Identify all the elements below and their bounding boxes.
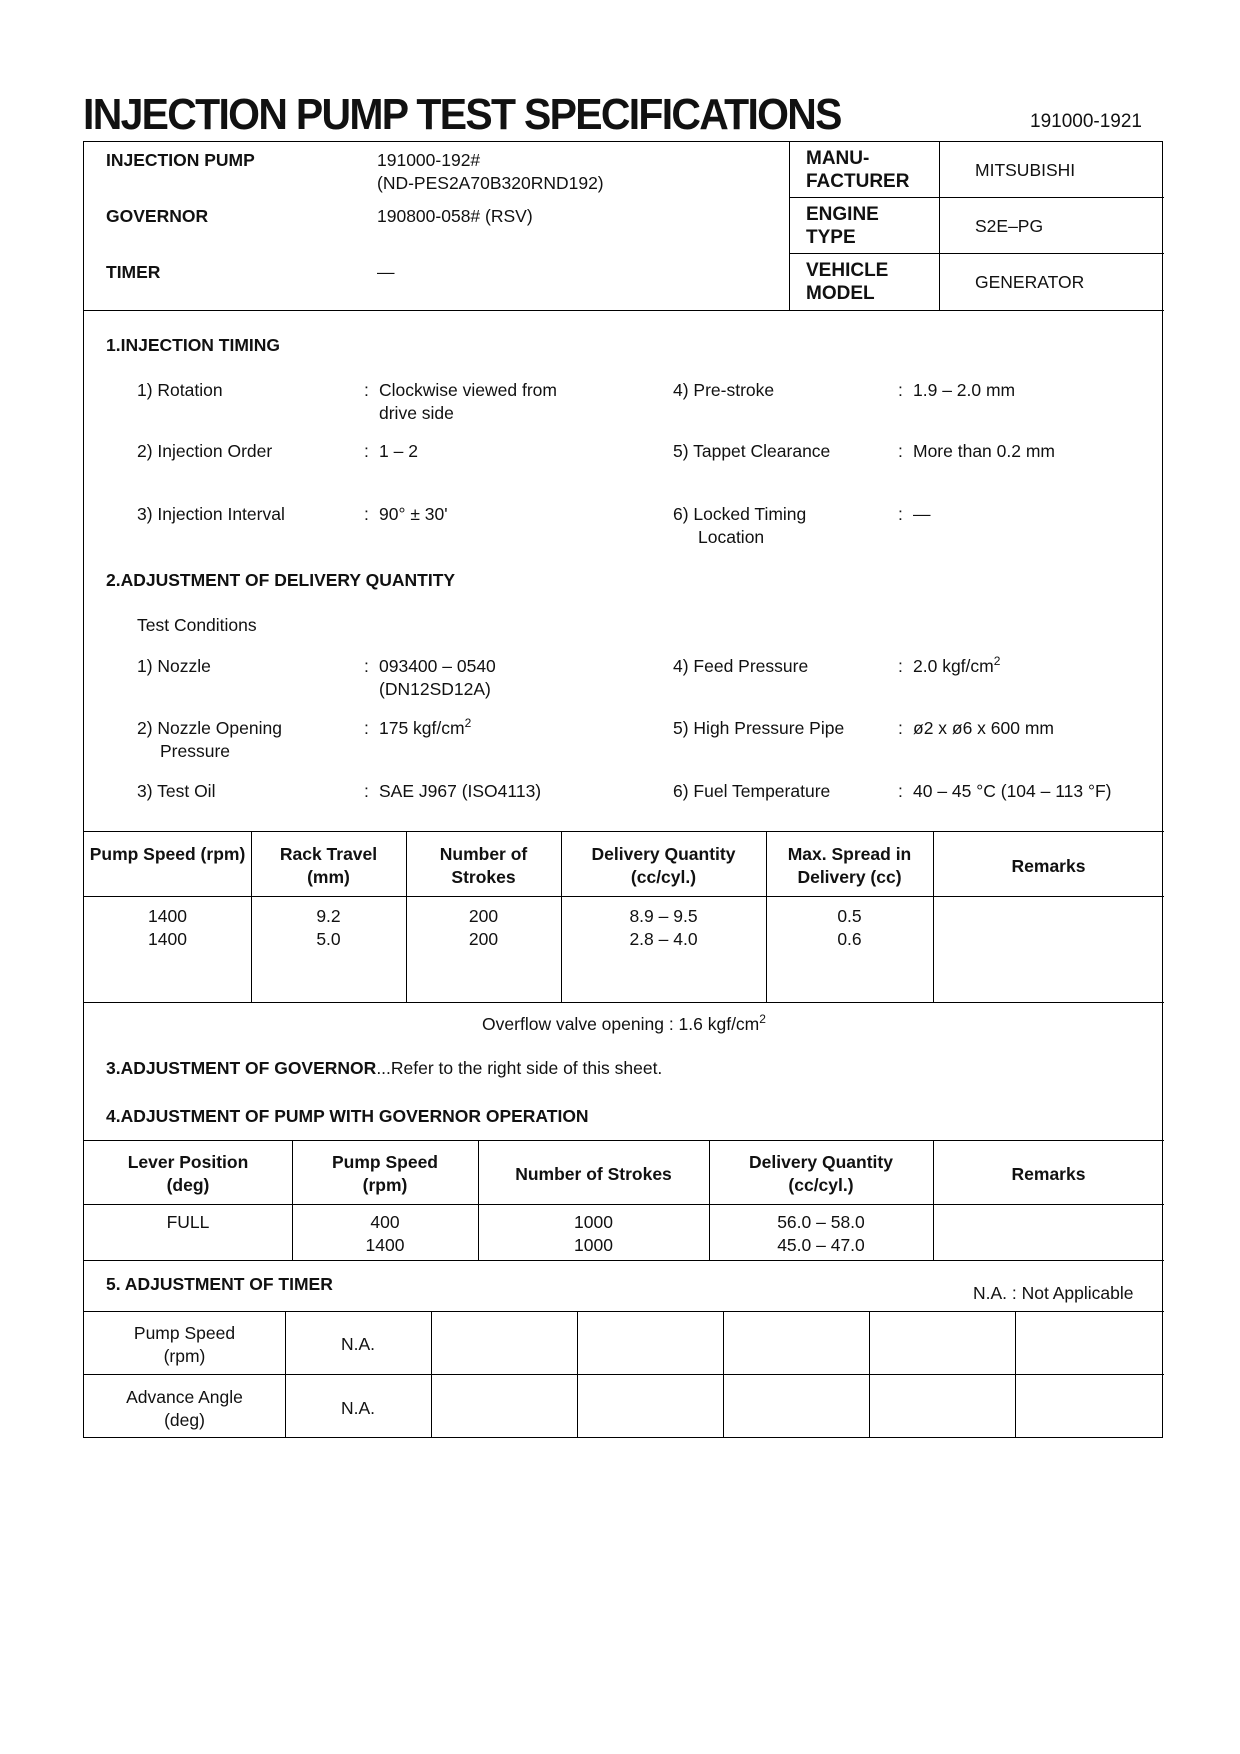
divider [84, 310, 1164, 311]
divider [84, 1374, 1164, 1375]
injection-pump-value: 191000-192# [377, 150, 481, 170]
colon: : [898, 656, 903, 676]
nozzle-value: 093400 – 0540 [379, 656, 496, 676]
divider [84, 1311, 1164, 1312]
divider [431, 1311, 432, 1437]
test-oil-value: SAE J967 (ISO4113) [379, 781, 542, 801]
column-header: Strokes [451, 867, 516, 887]
advance-angle-value: N.A. [340, 1398, 376, 1418]
colon: : [364, 656, 369, 676]
overflow-valve-note: Overflow valve opening : 1.6 kgf/$cm^2$ [482, 1012, 766, 1034]
nozzle-opening-pressure-label: Pressure [160, 741, 231, 761]
engine-type-label: TYPE [806, 227, 856, 248]
locked-timing-label: 6) Locked Timing [673, 504, 807, 524]
colon: : [364, 718, 369, 738]
strokes-cell: 1000 [574, 1235, 613, 1255]
colon: : [898, 380, 903, 400]
governor-adjustment-note: 3.ADJUSTMENT OF GOVERNOR...Refer to the right side of this sheet. [106, 1058, 663, 1078]
divider [84, 1260, 1164, 1261]
governor-label: GOVERNOR [106, 206, 209, 226]
advance-angle-label: (deg) [164, 1410, 205, 1430]
section-heading: 2.ADJUSTMENT OF DELIVERY QUANTITY [106, 570, 456, 590]
timer-pump-speed-value: N.A. [340, 1334, 376, 1354]
nozzle-opening-pressure-value: 175 kgf/$cm^2$ [379, 716, 472, 738]
manufacturer-label: FACTURER [806, 171, 910, 192]
pump-speed-cell: 1400 [148, 929, 187, 949]
column-header: Number of [439, 844, 528, 864]
engine-type-value: S2E–PG [975, 216, 1044, 236]
locked-timing-label: Location [698, 527, 765, 547]
max-spread-cell: 0.5 [837, 906, 862, 926]
colon: : [898, 441, 903, 461]
rotation-label: 1) Rotation [137, 380, 223, 400]
timer-label: TIMER [106, 262, 161, 282]
injection-interval-label: 3) Injection Interval [137, 504, 285, 524]
section-heading: 3.ADJUSTMENT OF GOVERNOR [106, 1058, 377, 1078]
pump-speed-cell: 400 [370, 1212, 400, 1232]
colon: : [364, 781, 369, 801]
injection-pump-label: INJECTION PUMP [106, 150, 255, 170]
page-title: INJECTION PUMP TEST SPECIFICATIONS [83, 90, 841, 139]
not-applicable-note: N.A. : Not Applicable [973, 1283, 1134, 1303]
vehicle-model-label: VEHICLE [806, 260, 889, 281]
column-header: Number of Strokes [515, 1164, 672, 1184]
column-header: Lever Position [127, 1152, 249, 1172]
feed-pressure-value: 2.0 kgf/$cm^2$ [913, 654, 1001, 676]
high-pressure-pipe-label: 5) High Pressure Pipe [673, 718, 845, 738]
section-heading: 1.INJECTION TIMING [106, 335, 281, 355]
spec-sheet-frame [83, 141, 1163, 1438]
column-header: Pump Speed (rpm) [89, 844, 246, 864]
vehicle-model-label: MODEL [806, 283, 875, 304]
pre-stroke-label: 4) Pre-stroke [673, 380, 775, 400]
injection-order-label: 2) Injection Order [137, 441, 273, 461]
column-header: Remarks [1011, 1164, 1086, 1184]
rotation-value: Clockwise viewed from [379, 380, 557, 400]
column-header: (rpm) [362, 1175, 408, 1195]
timer-pump-speed-label: (rpm) [163, 1346, 206, 1366]
pre-stroke-value: 1.9 – 2.0 mm [913, 380, 1016, 400]
divider [789, 253, 1164, 254]
column-header: Delivery Quantity [591, 844, 736, 864]
colon: : [898, 504, 903, 524]
rotation-value: drive side [379, 403, 454, 423]
delivery-quantity-cell: 2.8 – 4.0 [629, 929, 698, 949]
feed-pressure-label: 4) Feed Pressure [673, 656, 809, 676]
lever-position-cell: FULL [166, 1212, 210, 1232]
divider [84, 1002, 1164, 1003]
fuel-temperature-value: 40 – 45 °C (104 – 113 °F) [913, 781, 1112, 801]
divider [84, 1140, 1164, 1141]
governor-value: 190800-058# (RSV) [377, 206, 533, 226]
divider [789, 142, 790, 310]
column-header: Max. Spread in [787, 844, 912, 864]
column-header: Rack Travel [279, 844, 378, 864]
section-heading: 5. ADJUSTMENT OF TIMER [106, 1274, 333, 1294]
pump-speed-cell: 1400 [148, 906, 187, 926]
strokes-cell: 200 [468, 929, 499, 949]
strokes-cell: 200 [468, 906, 499, 926]
colon: : [898, 781, 903, 801]
delivery-quantity-cell: 8.9 – 9.5 [629, 906, 698, 926]
injection-pump-model: (ND-PES2A70B320RND192) [377, 173, 604, 193]
divider [1015, 1311, 1016, 1437]
pump-speed-cell: 1400 [365, 1235, 405, 1255]
column-header: Pump Speed [332, 1152, 438, 1172]
divider [933, 1140, 934, 1260]
divider [869, 1311, 870, 1437]
manufacturer-value: MITSUBISHI [975, 160, 1076, 180]
colon: : [364, 380, 369, 400]
divider [84, 831, 1164, 832]
colon: : [364, 441, 369, 461]
rack-travel-cell: 9.2 [316, 906, 341, 926]
column-header: Delivery Quantity [749, 1152, 893, 1172]
advance-angle-label: Advance Angle [126, 1387, 243, 1407]
column-header: (deg) [166, 1175, 210, 1195]
engine-type-label: ENGINE [806, 204, 879, 225]
divider [84, 896, 1164, 897]
column-header: Remarks [1011, 856, 1086, 876]
fuel-temperature-label: 6) Fuel Temperature [673, 781, 831, 801]
timer-value: — [377, 262, 395, 282]
rack-travel-cell: 5.0 [316, 929, 341, 949]
column-header: Delivery (cc) [797, 867, 902, 887]
high-pressure-pipe-value: ø2 x ø6 x 600 mm [913, 718, 1055, 738]
column-header: (mm) [307, 867, 350, 887]
divider [577, 1311, 578, 1437]
section-heading: 4.ADJUSTMENT OF PUMP WITH GOVERNOR OPERATION [106, 1106, 589, 1126]
tappet-clearance-value: More than 0.2 mm [913, 441, 1055, 461]
injection-order-value: 1 – 2 [379, 441, 418, 461]
column-header: (cc/cyl.) [788, 1175, 854, 1195]
vehicle-model-value: GENERATOR [975, 272, 1085, 292]
timer-pump-speed-label: Pump Speed [133, 1323, 236, 1343]
nozzle-label: 1) Nozzle [137, 656, 211, 676]
test-conditions-label: Test Conditions [137, 615, 257, 635]
max-spread-cell: 0.6 [837, 929, 862, 949]
manufacturer-label: MANU- [806, 148, 870, 169]
column-header: (cc/cyl.) [630, 867, 697, 887]
delivery-quantity-cell: 56.0 – 58.0 [777, 1212, 865, 1232]
colon: : [898, 718, 903, 738]
colon: : [364, 504, 369, 524]
nozzle-model: (DN12SD12A) [379, 679, 491, 699]
divider [84, 1204, 1164, 1205]
delivery-quantity-cell: 45.0 – 47.0 [777, 1235, 865, 1255]
tappet-clearance-label: 5) Tappet Clearance [673, 441, 831, 461]
divider [723, 1311, 724, 1437]
injection-interval-value: 90° ± 30' [379, 504, 448, 524]
nozzle-opening-pressure-label: 2) Nozzle Opening [137, 718, 282, 738]
locked-timing-value: — [913, 504, 931, 524]
divider [939, 142, 940, 310]
document-number: 191000-1921 [1030, 111, 1142, 132]
test-oil-label: 3) Test Oil [137, 781, 216, 801]
divider [789, 197, 1164, 198]
strokes-cell: 1000 [574, 1212, 613, 1232]
